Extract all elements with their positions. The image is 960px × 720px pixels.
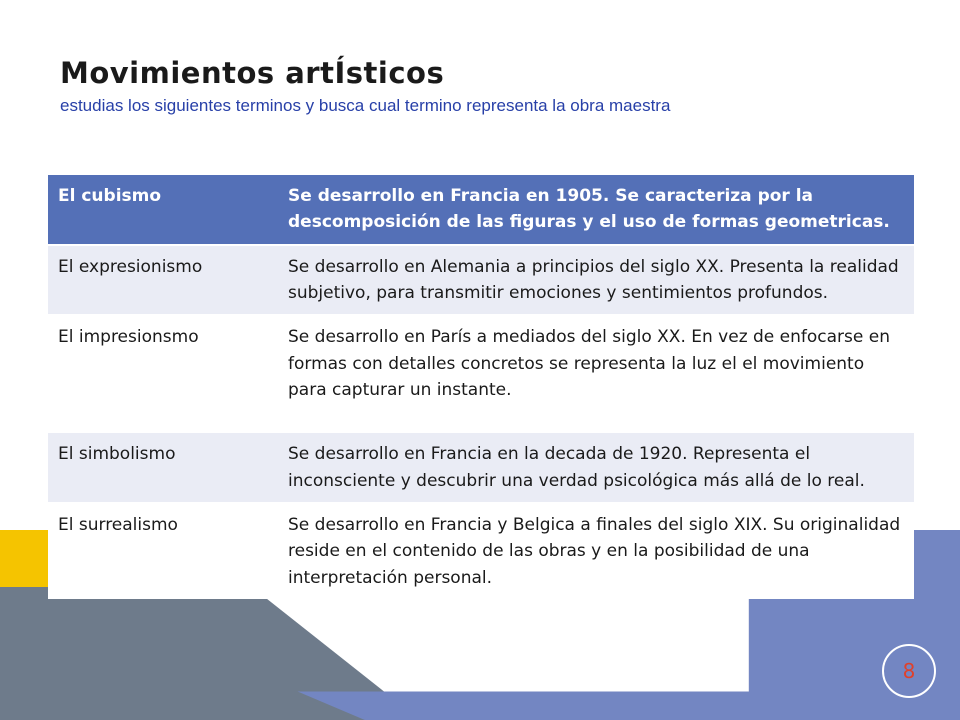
table-row xyxy=(48,245,914,316)
table-row xyxy=(48,432,914,503)
term-cell: El surrealismo xyxy=(48,503,278,599)
table-row xyxy=(48,315,914,432)
slide-title: Movimientos artÍsticos xyxy=(60,56,445,90)
description-cell: Se desarrollo en Francia en la decada de 1920. Representa el inconsciente y descubrir una verdad psicológica más allá de lo real. xyxy=(278,432,914,503)
title-area xyxy=(60,56,920,116)
term-cell: El impresionsmo xyxy=(48,315,278,432)
description-cell: Se desarrollo en Francia en 1905. Se caracteriza por la descomposición de las figuras y el uso de formas geometricas. xyxy=(288,186,890,233)
table-row xyxy=(48,503,914,599)
term-cell: El cubismo xyxy=(58,186,162,206)
table-row xyxy=(48,175,914,245)
term-cell: El simbolismo xyxy=(48,432,278,503)
movements-table xyxy=(48,175,914,599)
term-cell: El expresionismo xyxy=(48,245,278,316)
slide-subtitle: estudias los siguientes terminos y busca cual termino representa la obra maestra xyxy=(60,96,671,115)
description-cell: Se desarrollo en París a mediados del siglo XX. En vez de enfocarse en formas con detalles concretos se representa la luz el el movimiento para capturar un instante. xyxy=(278,315,914,432)
slide-number: 8 xyxy=(882,644,936,698)
description-cell: Se desarrollo en Alemania a principios del siglo XX. Presenta la realidad subjetivo, para transmitir emociones y sentimientos profundos. xyxy=(278,245,914,316)
description-cell: Se desarrollo en Francia y Belgica a finales del siglo XIX. Su originalidad reside en el contenido de las obras y en la posibilidad de una interpretación personal. xyxy=(278,503,914,599)
